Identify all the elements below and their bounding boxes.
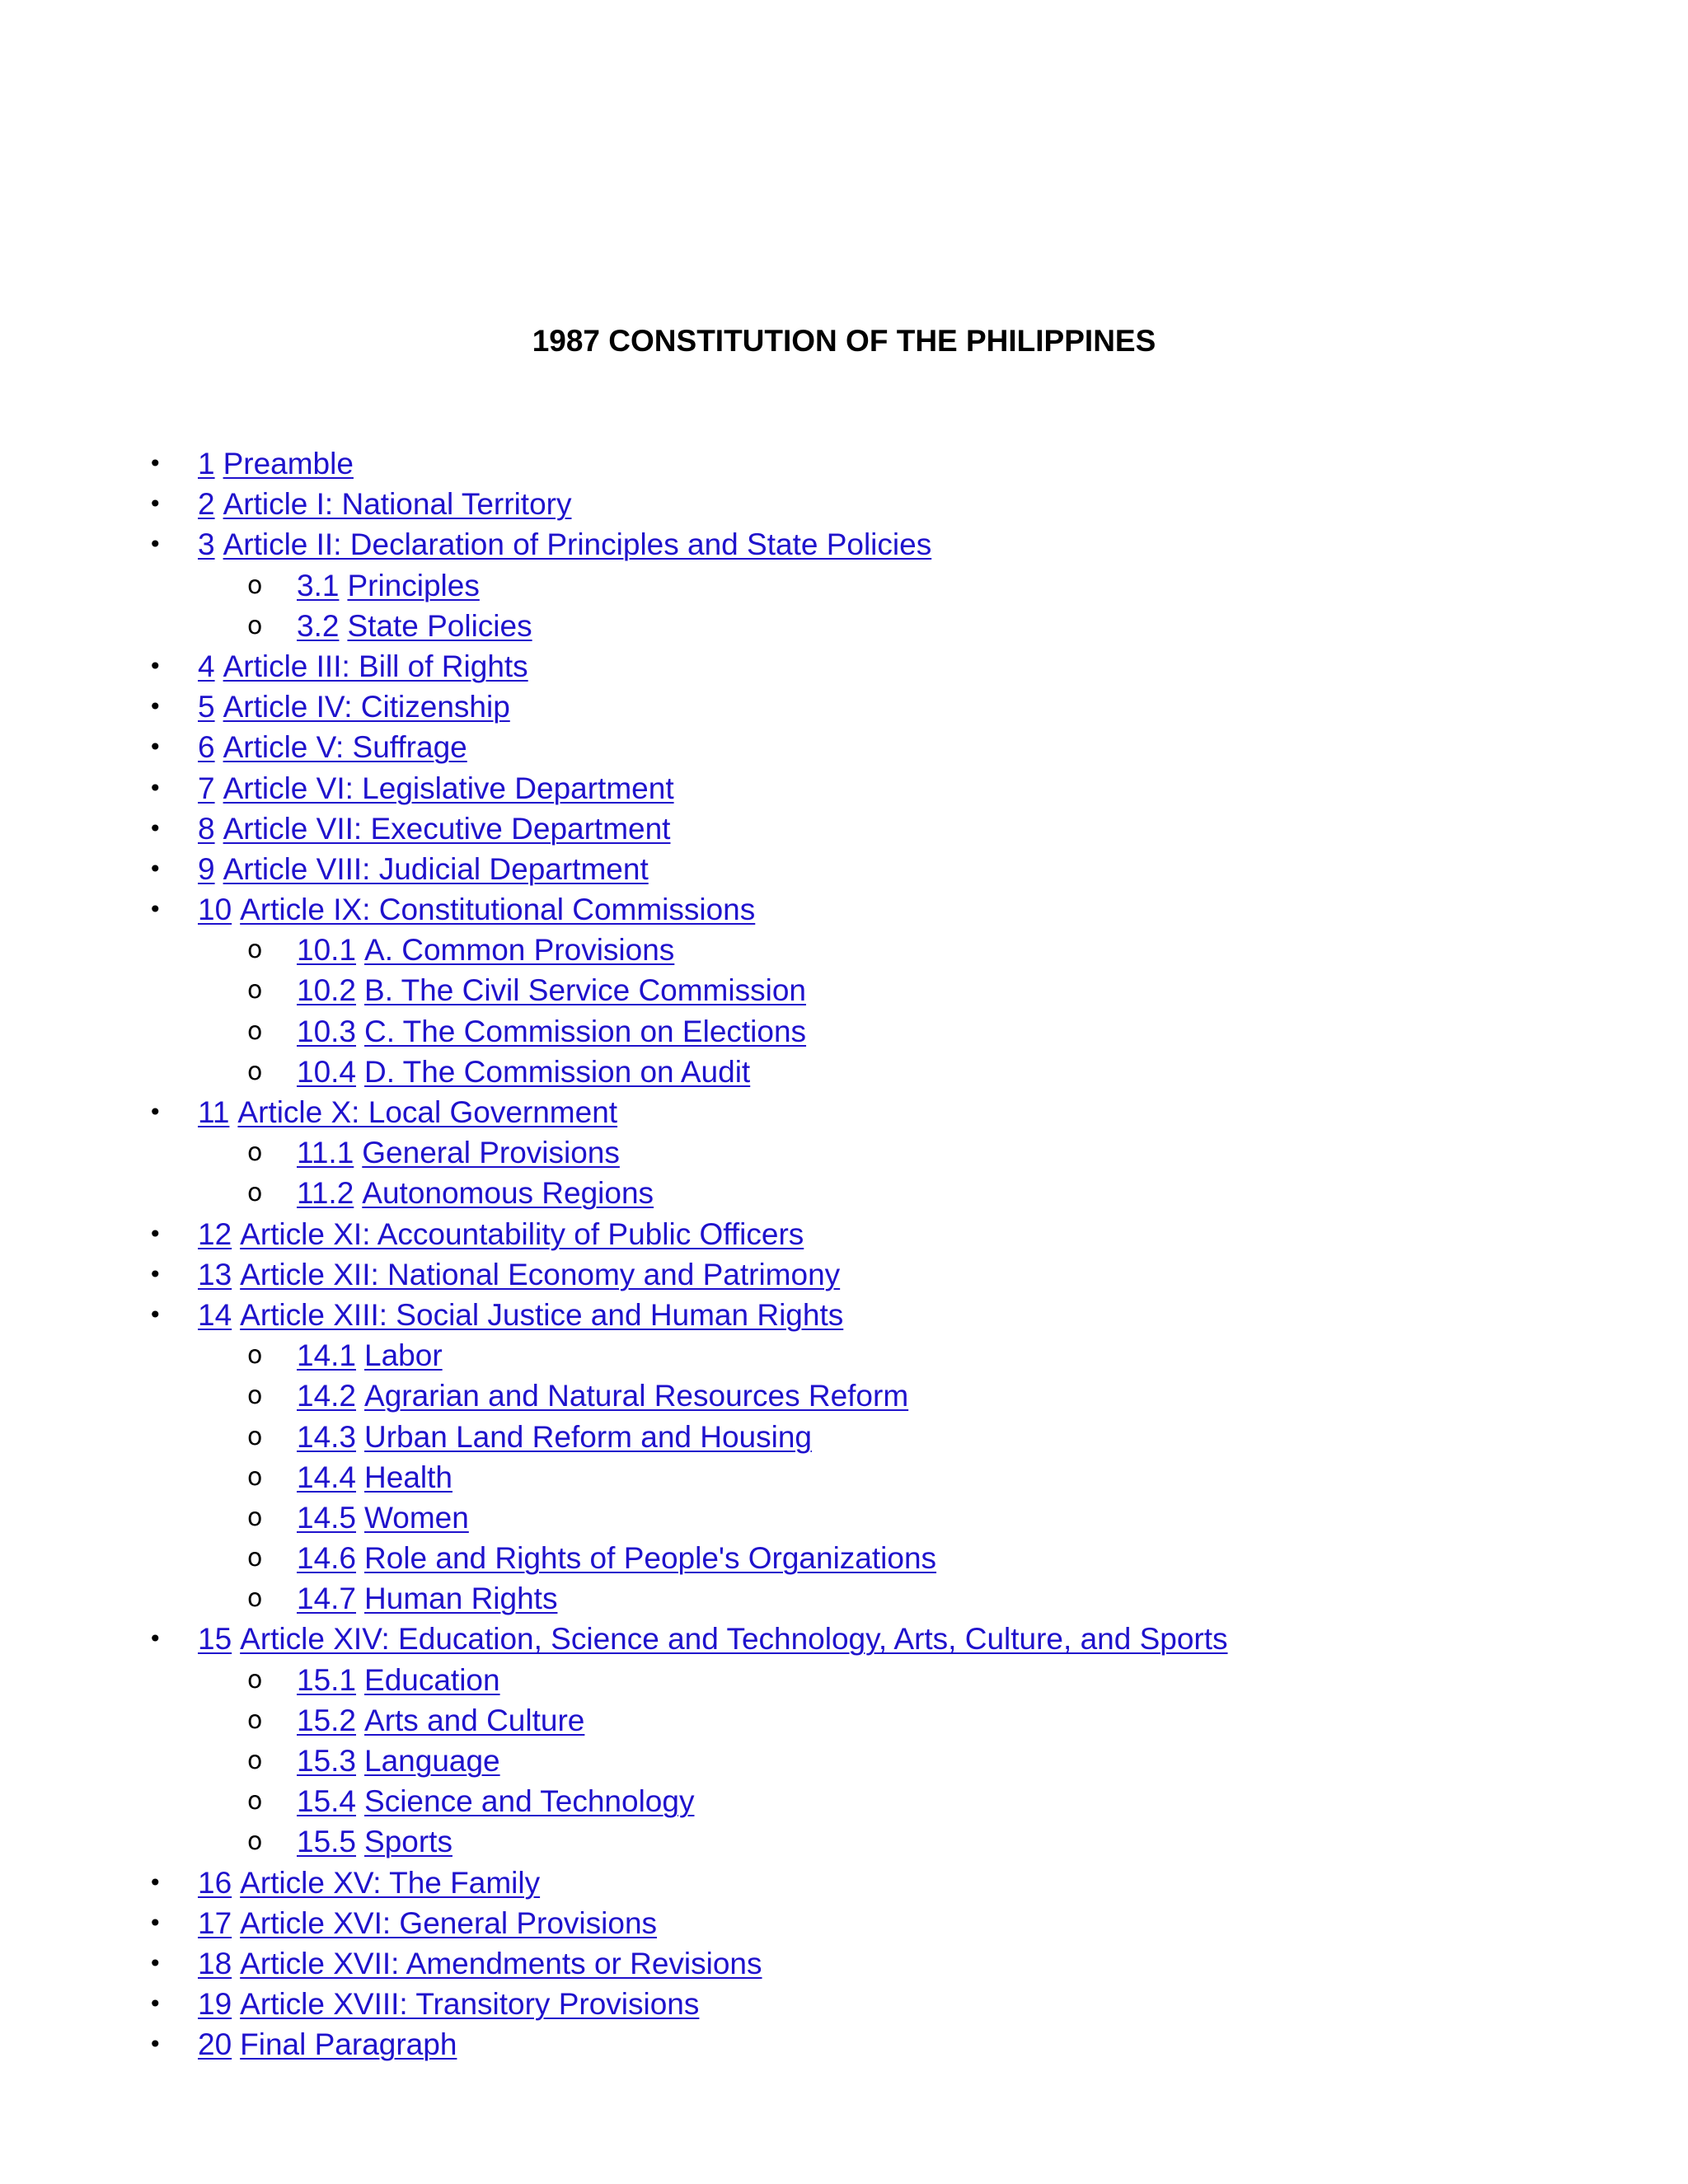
bullet-circle-icon: o — [247, 1502, 263, 1532]
toc-number-link[interactable]: 18 — [198, 1946, 232, 1980]
bullet-circle-icon: o — [247, 1462, 263, 1492]
toc-item — [0, 1943, 1688, 1984]
toc-subitem — [0, 1173, 1688, 1213]
toc-subitem — [0, 1417, 1688, 1457]
toc-number-link[interactable]: 11.2 — [297, 1176, 354, 1211]
toc-number-link[interactable]: 3.1 — [297, 568, 340, 602]
toc-number-link[interactable]: 14.5 — [297, 1500, 357, 1535]
toc-title-link[interactable]: General Provisions — [362, 1136, 620, 1170]
toc-entry — [297, 930, 674, 970]
toc-number-link[interactable]: 4 — [198, 649, 215, 683]
toc-title-link[interactable]: Article XV: The Family — [240, 1865, 541, 1900]
toc-number-link[interactable]: 11 — [198, 1095, 230, 1129]
toc-number-link[interactable]: 10 — [198, 893, 232, 927]
toc-title-link[interactable]: Preamble — [223, 447, 354, 480]
toc-number-link[interactable]: 3.2 — [297, 608, 340, 643]
toc-title-link[interactable]: Article I: National Territory — [223, 487, 572, 522]
toc-entry — [297, 565, 480, 606]
toc-number-link[interactable]: 11.1 — [297, 1136, 354, 1170]
bullet-disc-icon: • — [148, 2031, 162, 2059]
bullet-disc-icon: • — [148, 1990, 162, 2018]
toc-item — [0, 1092, 1688, 1132]
toc-number-link[interactable]: 8 — [198, 811, 215, 846]
bullet-circle-icon: o — [247, 1179, 263, 1208]
toc-entry — [297, 1132, 620, 1173]
toc-entry — [297, 1700, 584, 1741]
toc-number-link[interactable]: 7 — [198, 771, 215, 805]
toc-title-link[interactable]: Urban Land Reform and Housing — [364, 1419, 813, 1454]
toc-number-link[interactable]: 15.1 — [297, 1662, 357, 1697]
bullet-disc-icon: • — [148, 450, 162, 477]
toc-title-link[interactable]: Article XIV: Education, Science and Technology, Arts, Culture, and Sports — [240, 1622, 1228, 1657]
toc-subitem — [0, 1538, 1688, 1578]
bullet-circle-icon: o — [247, 976, 263, 1005]
bullet-disc-icon: • — [148, 1949, 162, 1977]
toc-subitem — [0, 1497, 1688, 1538]
toc-subitem — [0, 565, 1688, 606]
toc-title-link[interactable]: Human Rights — [364, 1582, 558, 1616]
toc-title-link[interactable]: A. Common Provisions — [364, 933, 675, 968]
toc-number-link[interactable]: 9 — [198, 851, 215, 886]
bullet-circle-icon: o — [247, 935, 263, 965]
toc-title-link[interactable]: Article VIII: Judicial Department — [223, 851, 649, 886]
toc-subitem — [0, 1781, 1688, 1821]
toc-title-link[interactable]: Article III: Bill of Rights — [223, 649, 528, 683]
toc-number-link[interactable]: 14.6 — [297, 1541, 357, 1576]
toc-title-link[interactable]: Labor — [364, 1338, 443, 1373]
toc-subitem — [0, 970, 1688, 1010]
toc-item — [0, 1863, 1688, 1903]
toc-item — [0, 646, 1688, 687]
toc-entry — [297, 1335, 443, 1376]
bullet-disc-icon: • — [148, 1220, 162, 1248]
toc-entry — [198, 524, 931, 565]
toc-entry — [198, 1984, 699, 2024]
toc-subitem — [0, 1052, 1688, 1092]
toc-item — [0, 1903, 1688, 1943]
toc-item — [0, 808, 1688, 849]
toc-entry — [198, 889, 755, 930]
toc-number-link[interactable]: 14.4 — [297, 1460, 357, 1494]
toc-item — [0, 1254, 1688, 1295]
bullet-circle-icon: o — [247, 1584, 263, 1614]
toc-number-link[interactable]: 12 — [198, 1216, 232, 1251]
toc-entry — [297, 1660, 500, 1700]
toc-entry — [297, 1173, 654, 1213]
toc-item — [0, 524, 1688, 565]
bullet-disc-icon: • — [148, 1909, 162, 1937]
toc-number-link[interactable]: 5 — [198, 690, 215, 724]
toc-entry — [297, 1457, 452, 1497]
bullet-disc-icon: • — [148, 814, 162, 842]
toc-number-link[interactable]: 10.4 — [297, 1054, 357, 1089]
toc-number-link[interactable]: 17 — [198, 1905, 232, 1940]
toc-subitem — [0, 1821, 1688, 1862]
toc-number-link[interactable]: 15.2 — [297, 1703, 357, 1737]
toc-subitem — [0, 1741, 1688, 1781]
toc-entry — [198, 2024, 457, 2064]
toc-title-link[interactable]: Sports — [364, 1825, 452, 1859]
toc-entry — [198, 1619, 1228, 1659]
toc-number-link[interactable]: 15.5 — [297, 1825, 357, 1859]
toc-entry — [198, 484, 571, 524]
table-of-contents — [0, 443, 1688, 2065]
bullet-circle-icon: o — [247, 1705, 263, 1735]
toc-title-link[interactable]: State Policies — [347, 608, 532, 643]
toc-number-link[interactable]: 15.4 — [297, 1784, 357, 1819]
toc-item — [0, 889, 1688, 930]
toc-number-link[interactable]: 14 — [198, 1297, 232, 1332]
bullet-disc-icon: • — [148, 531, 162, 559]
toc-entry — [198, 768, 674, 808]
bullet-disc-icon: • — [148, 1625, 162, 1653]
bullet-circle-icon: o — [247, 1787, 263, 1816]
toc-title-link[interactable]: Women — [364, 1500, 469, 1535]
bullet-disc-icon: • — [148, 693, 162, 721]
bullet-circle-icon: o — [247, 1138, 263, 1168]
toc-entry — [198, 1943, 762, 1984]
toc-title-link[interactable]: B. The Civil Service Commission — [364, 973, 806, 1008]
toc-subitem — [0, 606, 1688, 646]
toc-subitem — [0, 1011, 1688, 1052]
toc-title-link[interactable]: Autonomous Regions — [362, 1176, 654, 1211]
toc-number-link[interactable]: 13 — [198, 1257, 232, 1291]
toc-number-link[interactable]: 15.3 — [297, 1744, 357, 1778]
toc-entry — [297, 1781, 694, 1821]
bullet-disc-icon: • — [148, 855, 162, 883]
toc-title-link[interactable]: Article VI: Legislative Department — [223, 771, 674, 805]
bullet-disc-icon: • — [148, 896, 162, 924]
toc-title-link[interactable]: Article XVI: General Provisions — [240, 1905, 658, 1940]
bullet-circle-icon: o — [247, 1665, 263, 1694]
toc-title-link[interactable]: Article II: Declaration of Principles and State Policies — [223, 527, 932, 562]
toc-entry — [297, 1578, 557, 1619]
toc-number-link[interactable]: 2 — [198, 487, 215, 522]
toc-item — [0, 443, 1688, 484]
toc-title-link[interactable]: D. The Commission on Audit — [364, 1054, 751, 1089]
toc-number-link[interactable]: 14.3 — [297, 1419, 357, 1454]
toc-number-link[interactable]: 10.2 — [297, 973, 357, 1008]
toc-title-link[interactable]: Science and Technology — [364, 1784, 695, 1819]
bullet-circle-icon: o — [247, 1827, 263, 1857]
toc-entry — [198, 1863, 540, 1903]
toc-title-link[interactable]: Article XVII: Amendments or Revisions — [240, 1946, 762, 1980]
toc-entry — [198, 727, 467, 767]
toc-item — [0, 1619, 1688, 1659]
toc-subitem — [0, 1376, 1688, 1416]
toc-number-link[interactable]: 14.7 — [297, 1582, 357, 1616]
toc-item — [0, 768, 1688, 808]
toc-entry — [198, 1214, 804, 1254]
toc-entry — [297, 1011, 806, 1052]
toc-entry — [198, 646, 528, 687]
toc-entry — [198, 443, 354, 484]
bullet-disc-icon: • — [148, 490, 162, 518]
toc-entry — [297, 1417, 812, 1457]
toc-entry — [198, 1903, 657, 1943]
toc-entry — [198, 687, 510, 727]
toc-title-link[interactable]: Principles — [347, 568, 480, 602]
toc-entry — [198, 808, 670, 849]
toc-title-link[interactable]: Article X: Local Government — [237, 1095, 618, 1129]
bullet-circle-icon: o — [247, 1341, 263, 1371]
bullet-circle-icon: o — [247, 1016, 263, 1046]
bullet-disc-icon: • — [148, 1868, 162, 1896]
toc-subitem — [0, 1700, 1688, 1741]
bullet-circle-icon: o — [247, 570, 263, 600]
toc-entry — [297, 1497, 469, 1538]
toc-entry — [297, 1538, 936, 1578]
toc-title-link[interactable]: Article XVIII: Transitory Provisions — [240, 1987, 700, 2022]
toc-title-link[interactable]: Education — [364, 1662, 500, 1697]
toc-item — [0, 2024, 1688, 2064]
bullet-circle-icon: o — [247, 1381, 263, 1411]
toc-number-link[interactable]: 16 — [198, 1865, 232, 1900]
bullet-disc-icon: • — [148, 652, 162, 680]
toc-title-link[interactable]: Article IV: Citizenship — [223, 690, 510, 724]
bullet-disc-icon: • — [148, 774, 162, 802]
toc-number-link[interactable]: 10.1 — [297, 933, 357, 968]
bullet-disc-icon: • — [148, 1301, 162, 1329]
bullet-disc-icon: • — [148, 1260, 162, 1288]
toc-title-link[interactable]: Article XII: National Economy and Patrimony — [240, 1257, 841, 1291]
toc-title-link[interactable]: Health — [364, 1460, 452, 1494]
bullet-circle-icon: o — [247, 1057, 263, 1086]
toc-title-link[interactable]: Agrarian and Natural Resources Reform — [364, 1379, 909, 1413]
toc-number-link[interactable]: 3 — [198, 527, 215, 562]
bullet-disc-icon: • — [148, 1099, 162, 1126]
toc-number-link[interactable]: 20 — [198, 2027, 232, 2062]
toc-entry — [297, 970, 806, 1010]
toc-subitem — [0, 930, 1688, 970]
bullet-circle-icon: o — [247, 1544, 263, 1573]
toc-title-link[interactable]: Article VII: Executive Department — [223, 811, 671, 846]
toc-title-link[interactable]: Article V: Suffrage — [223, 730, 467, 765]
toc-subitem — [0, 1457, 1688, 1497]
toc-item — [0, 1214, 1688, 1254]
bullet-circle-icon: o — [247, 1746, 263, 1775]
toc-number-link[interactable]: 19 — [198, 1987, 232, 2022]
toc-entry — [198, 1254, 840, 1295]
toc-number-link[interactable]: 1 — [198, 447, 215, 480]
toc-item — [0, 849, 1688, 889]
toc-subitem — [0, 1132, 1688, 1173]
toc-entry — [198, 849, 649, 889]
toc-entry — [297, 1376, 908, 1416]
toc-title-link[interactable]: Article XIII: Social Justice and Human Rights — [240, 1297, 844, 1332]
toc-entry — [297, 1821, 452, 1862]
toc-title-link[interactable]: Article XI: Accountability of Public Officers — [240, 1216, 804, 1251]
bullet-circle-icon: o — [247, 1422, 263, 1451]
toc-item — [0, 687, 1688, 727]
toc-number-link[interactable]: 10.3 — [297, 1014, 357, 1048]
toc-item — [0, 1984, 1688, 2024]
toc-entry — [297, 1741, 500, 1781]
toc-subitem — [0, 1335, 1688, 1376]
toc-title-link[interactable]: Arts and Culture — [364, 1703, 585, 1737]
toc-item — [0, 727, 1688, 767]
toc-entry — [297, 606, 532, 646]
toc-title-link[interactable]: Final Paragraph — [240, 2027, 457, 2062]
toc-item — [0, 484, 1688, 524]
toc-title-link[interactable]: Role and Rights of People's Organizations — [364, 1541, 937, 1576]
toc-title-link[interactable]: C. The Commission on Elections — [364, 1014, 807, 1048]
toc-subitem — [0, 1660, 1688, 1700]
toc-number-link[interactable]: 6 — [198, 730, 215, 765]
toc-title-link[interactable]: Article IX: Constitutional Commissions — [240, 893, 756, 927]
bullet-circle-icon: o — [247, 611, 263, 640]
toc-entry — [198, 1295, 843, 1335]
toc-number-link[interactable]: 15 — [198, 1622, 232, 1657]
bullet-disc-icon: • — [148, 733, 162, 762]
toc-title-link[interactable]: Language — [364, 1744, 500, 1778]
toc-number-link[interactable]: 14.2 — [297, 1379, 357, 1413]
toc-entry — [297, 1052, 750, 1092]
toc-number-link[interactable]: 14.1 — [297, 1338, 357, 1373]
document-title: 1987 CONSTITUTION OF THE PHILIPPINES — [532, 324, 1156, 358]
toc-subitem — [0, 1578, 1688, 1619]
toc-item — [0, 1295, 1688, 1335]
toc-entry — [198, 1092, 617, 1132]
